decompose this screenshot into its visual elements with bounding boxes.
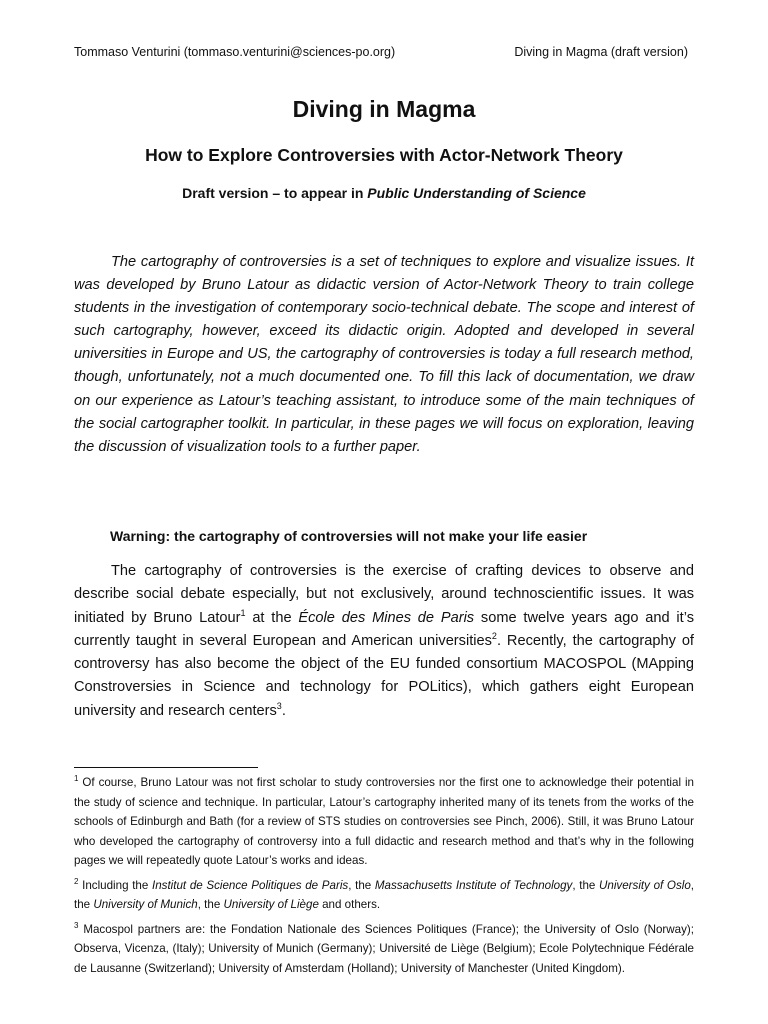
- paper-title: Diving in Magma: [292, 96, 476, 122]
- footnote-2-institution: University of Munich: [93, 898, 198, 911]
- footnote-2-institution: University of Liège: [223, 898, 319, 911]
- draft-prefix: Draft version: [182, 185, 269, 201]
- paper-subtitle: How to Explore Controversies with Actor-Network Theory: [145, 145, 623, 165]
- draft-notice: [0, 185, 768, 201]
- school-name: École des Mines de Paris: [298, 609, 475, 626]
- footnote-1-number: 1: [74, 774, 79, 784]
- footnote-2-institution: Institut de Science Politiques de Paris: [152, 878, 349, 892]
- journal-name: Public Understanding of Science: [367, 185, 586, 201]
- footnote-2-text: , the: [572, 878, 600, 892]
- section-heading: Warning: the cartography of controversies will not make your life easier: [110, 528, 588, 544]
- footnote-2-institution: University of Oslo: [599, 878, 691, 892]
- page-header: [74, 45, 688, 59]
- footnote-1: [74, 773, 694, 871]
- draft-middle: to appear in: [280, 185, 368, 201]
- abstract: The cartography of controversies is a set of techniques to explore and visualize issues. It was developed by Bruno Latour as didactic version of Actor-Network Theory to train college students in the investigation of contemporary socio-technical debate. The scope and interest of such cartography, however, exceed its didactic origin. Adopted and developed in several universities in Europe and US, the cartography of controversies is today a full research method, though, unfortunately, not a much documented one. To fill this lack of documentation, we draw on our experience as Latour’s teaching assistant, to introduce some of the main techniques of the social cartographer toolkit. In particular, in these pages we will focus on exploration, leaving the discussion of visualization tools to a further paper.: [74, 254, 694, 455]
- footnote-2: [74, 876, 694, 915]
- footnote-ref-1[interactable]: 1: [240, 607, 246, 618]
- footnote-2-text: , the: [348, 878, 375, 892]
- footnote-3: [74, 920, 694, 979]
- header-running-title: Diving in Magma (draft version): [514, 45, 688, 59]
- body-text-2: at the: [245, 609, 299, 626]
- footnotes: [74, 773, 694, 983]
- footnote-2-text: , the: [74, 878, 694, 911]
- footnote-1-text: Of course, Bruno Latour was not first scholar to study controversies nor the first one to acknowledge their potential in the study of science and technique. In particular, Latour’s cartography inherited many of its tenets from the works of the schools of Edinburgh and Bath (for a review of STS studies on controversies see Pinch, 2006). Still, it was Bruno Latour who developed the cartography of controversy into a full didactic and research method and that’s why in the following pages we will repeatedly quote Latour’s works and ideas.: [74, 776, 694, 867]
- body-paragraph: [74, 560, 694, 723]
- body-text-1: The cartography of controversies is the exercise of crafting devices to observe and describe social debate especially, but not exclusively, around technoscientific issues. It was initiated by Bruno Latour: [74, 563, 694, 626]
- body-text-4: . Recently, the cartography of controversy has also become the object of the EU funded consortium MACOSPOL (MApping Constroversies in Science and technology for POLitics), which gathers eight European university and research centers: [74, 632, 694, 719]
- footnote-ref-3[interactable]: 3: [276, 700, 282, 711]
- footnote-3-text: Macospol partners are: the Fondation Nationale des Sciences Politiques (France); the University of Oslo (Norway); Observa, Vicenza, (Italy); University of Munich (Germany); Université de Liège (Belgium); Ecole Polytechnique Fédérale de Lausanne (Switzerland); University of Amsterdam (Holland); University of Manchester (United Kingdom).: [74, 922, 694, 975]
- footnote-2-text: Including the: [82, 878, 152, 892]
- footnote-2-institution: Massachusetts Institute of Technology: [374, 878, 573, 892]
- footnote-3-number: 3: [74, 920, 79, 930]
- footnote-divider: [74, 767, 258, 768]
- draft-dash: –: [272, 185, 281, 201]
- footnote-ref-2[interactable]: 2: [491, 631, 497, 642]
- body-text-3: some twelve years ago and it’s currently taught in several European and American universities: [74, 609, 694, 649]
- body-text-5: .: [281, 702, 286, 719]
- footnote-2-text: and others.: [318, 898, 381, 911]
- footnote-2-text: , the: [197, 898, 224, 911]
- footnote-2-number: 2: [74, 876, 79, 886]
- header-author: Tommaso Venturini (tommaso.venturini@sciences-po.org): [74, 45, 396, 59]
